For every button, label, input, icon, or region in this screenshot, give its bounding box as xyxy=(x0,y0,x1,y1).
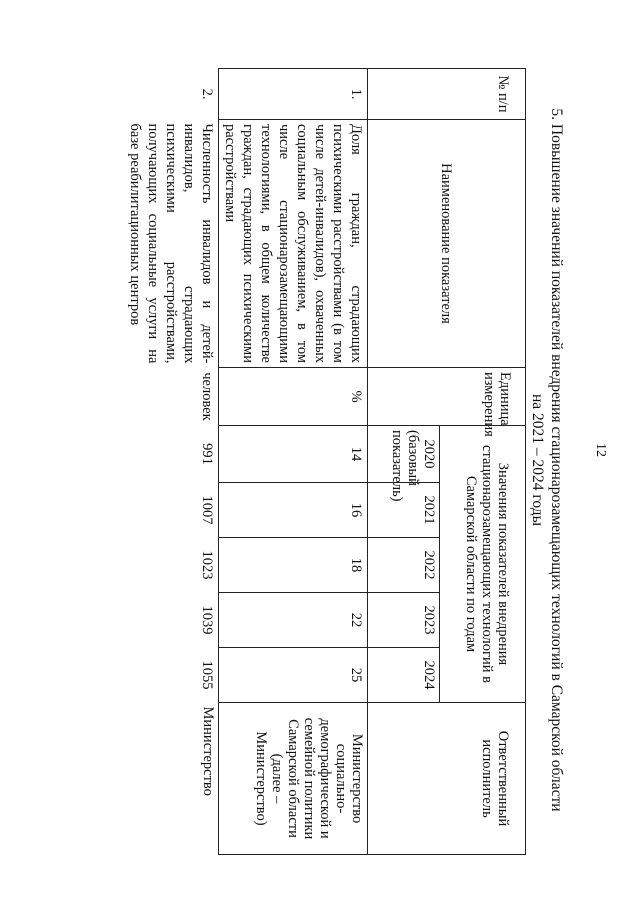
row-num: 2. xyxy=(199,88,215,100)
row-value-2022: 18 xyxy=(219,538,368,593)
title-line-2: на 2021 – 2024 годы xyxy=(529,394,546,526)
header-unit: Единица измерения xyxy=(368,368,526,426)
title-line-1: 5. Повышение значений показателей внедрения стационарозамещающих технологий в Самарской области xyxy=(548,108,565,812)
header-responsible: Ответственный исполнитель xyxy=(368,703,526,855)
header-num: № п/п xyxy=(368,69,526,120)
row-num: 1. xyxy=(219,69,368,120)
header-values-group: Значения показателей внедрения стационарозамещающих технологий в Самарской области по годам xyxy=(440,426,526,703)
header-year-2024: 2024 xyxy=(368,648,440,703)
header-year-2022: 2022 xyxy=(368,538,440,593)
row-value-2023: 1039 xyxy=(199,605,215,635)
row-value-2022: 1023 xyxy=(199,550,215,580)
row-value-2021: 1007 xyxy=(199,495,215,525)
header-year-2020: 2020 (базовый показатель) xyxy=(368,426,440,483)
row-value-2024: 25 xyxy=(219,648,368,703)
row-value-2021: 16 xyxy=(219,483,368,538)
row-unit: человек xyxy=(199,372,215,421)
document-title xyxy=(528,80,566,840)
row-indicator-name: Доля граждан, страдающих психическими расстройствами (в том числе детей-инвалидов), охваченных социальным обслуживанием, в том числе стационарозамещающими технологиями, в общем количестве граждан, страдающих психическими расстройствами xyxy=(219,120,368,368)
header-year-2021: 2021 xyxy=(368,483,440,538)
table-row xyxy=(219,69,368,855)
row-responsible: Министерство социально-демографической и семейной политики Самарской области (далее – Министерство) xyxy=(219,703,368,855)
header-year-2023: 2023 xyxy=(368,593,440,648)
header-name: Наименование показателя xyxy=(368,120,526,368)
page-number: 12 xyxy=(593,443,608,457)
row-value-2020: 14 xyxy=(219,426,368,483)
table-row xyxy=(124,69,219,855)
row-value-2023: 22 xyxy=(219,593,368,648)
row-value-2020: 991 xyxy=(199,443,215,465)
row-value-2024: 1055 xyxy=(199,660,215,690)
row-indicator-name: Численность инвалидов и детей-инвалидов, страдающих психическими расстройствами, получающих социальные услуги на базе реабилитационных центров xyxy=(127,123,215,364)
indicators-table xyxy=(124,68,526,855)
row-unit: % xyxy=(219,368,368,426)
row-responsible: Министерство xyxy=(200,706,216,796)
